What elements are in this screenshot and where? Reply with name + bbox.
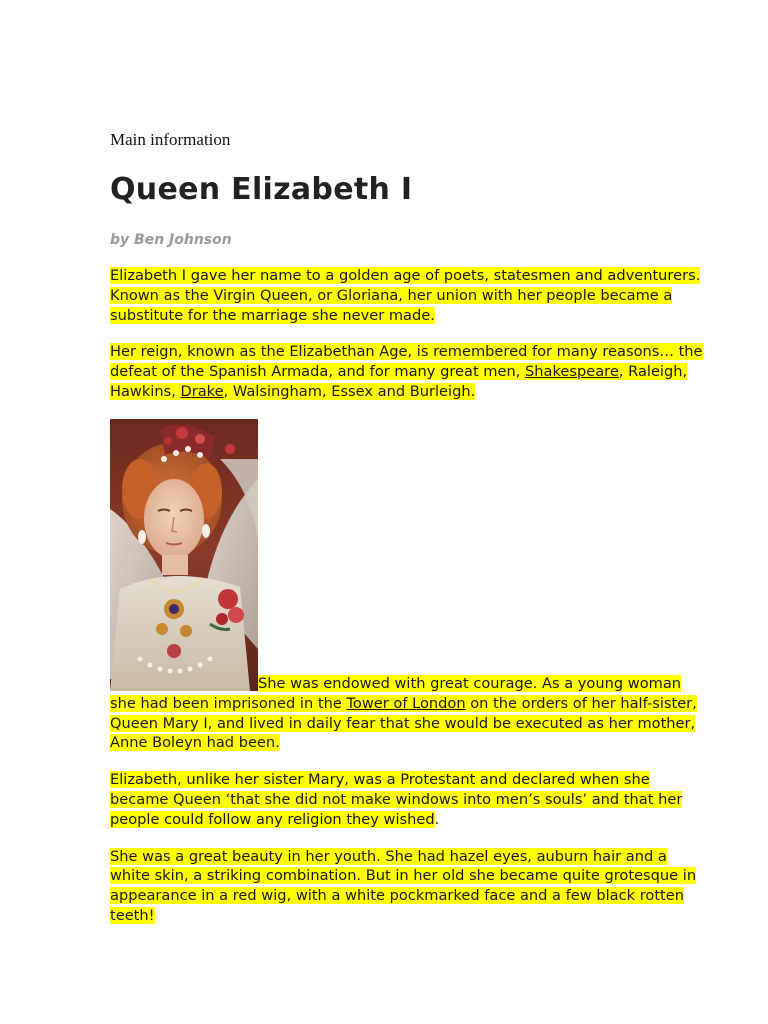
text-segment: She was endowed with great courage. As a young woman she had been imprisoned in the: [110, 674, 682, 712]
byline: by Ben Johnson: [110, 232, 232, 248]
highlighted-text: Elizabeth, unlike her sister Mary, was a Protestant and declared when she became Queen ‘that she did not make windows into men’s souls’ and that her people could follow any religion they wished: [110, 771, 683, 828]
text-segment: , Raleigh, Hawkins,: [110, 363, 688, 400]
highlighted-text: Elizabeth I gave her name to a golden age of poets, statesmen and adventurers. Known as the Virgin Queen, or Gloriana, her union with her people became a substitute for the marriage she never made.: [110, 267, 701, 324]
section-label: Main information: [110, 130, 231, 149]
link-drake[interactable]: Drake: [180, 382, 224, 400]
text-segment: on the orders of her half-sister, Queen Mary I, and lived in daily fear that she would be executed as her mother, Anne Boleyn had been.: [110, 694, 697, 752]
paragraph-protestant: [110, 770, 710, 829]
highlighted-text: She was a great beauty in her youth. She had hazel eyes, auburn hair and a white skin, a striking combination. But in her old she became quite grotesque in appearance in a red wig, with a white pockmarked face and a few black rotten teeth!: [110, 847, 697, 924]
text-segment: , Walsingham, Essex and Burleigh.: [223, 382, 476, 400]
text-segment: Her reign, known as the Elizabethan Age, is remembered for many reasons… the defeat of the Spanish Armada, and for many great men,: [110, 343, 703, 381]
paragraph-beauty: [110, 847, 710, 926]
paragraph-intro: [110, 266, 710, 325]
portrait-image: [110, 419, 258, 691]
page-title: Queen Elizabeth I: [110, 172, 413, 207]
text-segment: .: [434, 810, 440, 828]
link-tower-of-london[interactable]: Tower of London: [346, 694, 466, 712]
paragraph-reign: [110, 342, 710, 401]
link-shakespeare[interactable]: Shakespeare: [525, 363, 619, 381]
article-content: [110, 128, 710, 926]
paragraph-courage: [110, 419, 710, 753]
